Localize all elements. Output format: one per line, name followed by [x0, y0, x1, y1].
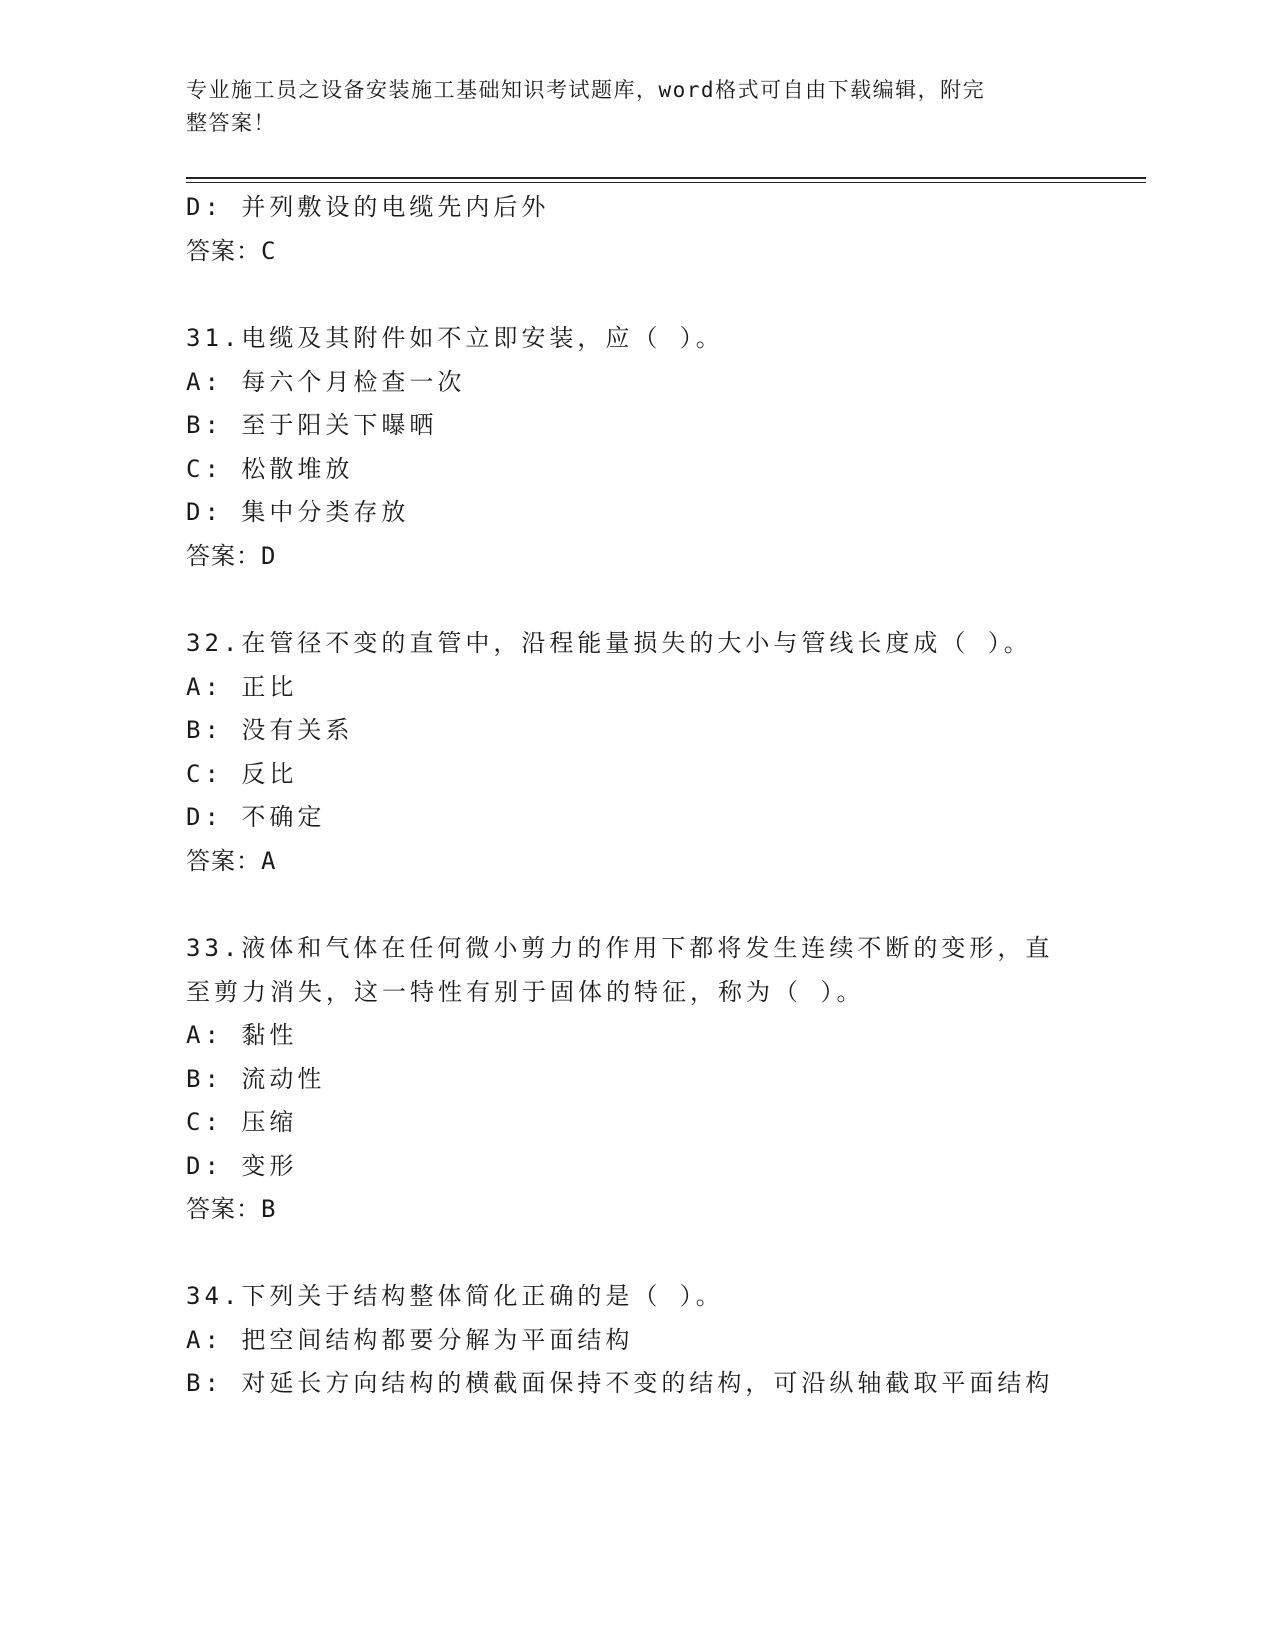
prev-answer: 答案：C [186, 237, 277, 265]
question-33-option-c: C: 压缩 [186, 1108, 298, 1136]
question-33-option-d: D: 变形 [186, 1152, 298, 1180]
question-32-stem: 32.在管径不变的直管中，沿程能量损失的大小与管线长度成（ ）。 [186, 629, 1032, 657]
question-33-option-a: A: 黏性 [186, 1021, 298, 1049]
question-33-option-b: B: 流动性 [186, 1065, 326, 1093]
question-34-option-a: A: 把空间结构都要分解为平面结构 [186, 1326, 634, 1354]
question-34-stem: 34.下列关于结构整体简化正确的是（ ）。 [186, 1282, 724, 1310]
question-31-option-b: B: 至于阳关下曝晒 [186, 411, 438, 439]
question-32-answer: 答案：A [186, 847, 277, 875]
question-31-option-a: A: 每六个月检查一次 [186, 368, 466, 396]
question-32-option-d: D: 不确定 [186, 803, 326, 831]
question-31-option-d: D: 集中分类存放 [186, 498, 410, 526]
question-34-option-b: B: 对延长方向结构的横截面保持不变的结构，可沿纵轴截取平面结构 [186, 1369, 1054, 1397]
question-31-option-c: C: 松散堆放 [186, 455, 354, 483]
header-divider-thick [186, 177, 1146, 179]
document-header [186, 74, 1066, 140]
question-33-stem-line-2: 至剪力消失，这一特性有别于固体的特征，称为（ ）。 [186, 978, 865, 1006]
header-title-line-2: 整答案！ [186, 111, 276, 135]
question-31-answer: 答案：D [186, 542, 277, 570]
header-divider-thin [186, 182, 1146, 183]
question-31-stem: 31.电缆及其附件如不立即安装，应（ ）。 [186, 324, 724, 352]
question-33-stem-line-1: 33.液体和气体在任何微小剪力的作用下都将发生连续不断的变形，直 [186, 934, 1054, 962]
question-32-option-a: A: 正比 [186, 673, 298, 701]
prev-option-d: D: 并列敷设的电缆先内后外 [186, 193, 550, 221]
header-title-line-1: 专业施工员之设备安装施工基础知识考试题库，word格式可自由下载编辑，附完 [186, 78, 986, 102]
question-32-option-b: B: 没有关系 [186, 716, 354, 744]
question-33-answer: 答案：B [186, 1195, 277, 1223]
question-32-option-c: C: 反比 [186, 760, 298, 788]
